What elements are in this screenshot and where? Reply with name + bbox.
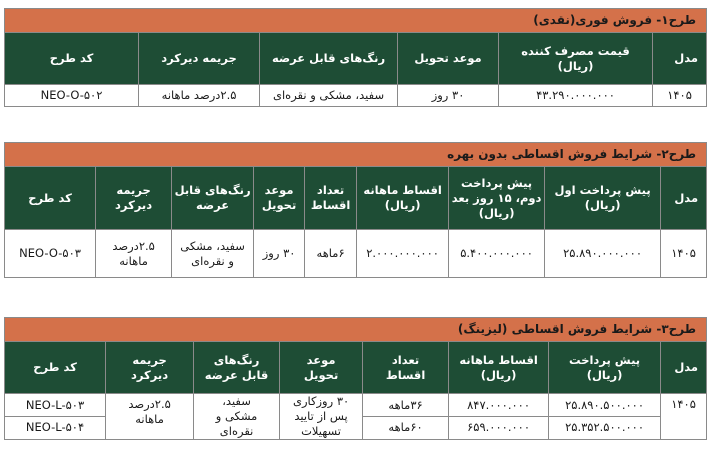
plan3-code-0: NEO-L-۵۰۳ [5,394,106,417]
plan1-delivery: ۳۰ روز [398,85,499,107]
plan2-header-model: مدل [661,167,707,230]
plan2-header-colors: رنگ‌های قابل عرضه [172,167,254,230]
plan1-header-code: کد طرح [5,33,139,85]
plan3-table [4,317,707,440]
plan3-code-1: NEO-L-۵۰۴ [5,417,106,440]
plan2-header-count: تعداد اقساط [305,167,357,230]
plan2-header-penalty: جریمه دیرکرد [96,167,172,230]
plan3-header-monthly: اقساط ماهانه (ریال) [449,342,549,394]
plan3-header-delivery: موعد تحویل [280,342,363,394]
plan1-table [4,8,707,107]
table-row [5,85,707,107]
plan1-code: NEO-O-۵۰۲ [5,85,139,107]
plan1-header-price: قیمت مصرف کننده (ریال) [499,33,653,85]
plan1-title: طرح۱- فروش فوری(نقدی) [5,9,707,33]
plan1-header-model: مدل [653,33,707,85]
plan3-delivery: ۳۰ روزکاری پس از تایید تسهیلات [280,394,363,440]
plan2-delivery: ۳۰ روز [254,230,305,278]
plan2-pay2: ۵.۴۰۰.۰۰۰.۰۰۰ [449,230,545,278]
plan3-monthly-0: ۸۴۷.۰۰۰.۰۰۰ [449,394,549,417]
plan2-count: ۶ماهه [305,230,357,278]
table-row [5,394,707,417]
plan1-colors: سفید، مشکی و نقره‌ای [260,85,398,107]
plan3-header-count: تعداد اقساط [363,342,449,394]
plan3-header-code: کد طرح [5,342,106,394]
plan2-header-pay1: پیش پرداخت اول (ریال) [545,167,661,230]
plan2-code: NEO-O-۵۰۳ [5,230,96,278]
plan1-penalty: ۲.۵درصد ماهانه [139,85,260,107]
plan3-pay-0: ۲۵.۸۹۰.۵۰۰.۰۰۰ [549,394,661,417]
plan2-header-monthly: اقساط ماهانه (ریال) [357,167,449,230]
plan3-header-penalty: جریمه دیرکرد [106,342,194,394]
plan2-header-delivery: موعد تحویل [254,167,305,230]
plan3-count-1: ۶۰ماهه [363,417,449,440]
plan3-header-pay: پیش پرداخت (ریال) [549,342,661,394]
plan3-monthly-1: ۶۵۹.۰۰۰.۰۰۰ [449,417,549,440]
plan1-model: ۱۴۰۵ [653,85,707,107]
plan2-penalty: ۲.۵درصد ماهانه [96,230,172,278]
plan1-price: ۴۳.۲۹۰.۰۰۰.۰۰۰ [499,85,653,107]
plan2-colors: سفید، مشکی و نقره‌ای [172,230,254,278]
plan2-pay1: ۲۵.۸۹۰.۰۰۰.۰۰۰ [545,230,661,278]
plan2-header-code: کد طرح [5,167,96,230]
plan3-count-0: ۳۶ماهه [363,394,449,417]
plan3-pay-1: ۲۵.۳۵۲.۵۰۰.۰۰۰ [549,417,661,440]
plan3-colors: سفید، مشکی و نقره‌ای [194,394,280,440]
plan1-header-delivery: موعد تحویل [398,33,499,85]
plan2-table [4,142,707,278]
plan3-title: طرح۳- شرایط فروش اقساطی (لیزینگ) [5,318,707,342]
plan2-model: ۱۴۰۵ [661,230,707,278]
plan3-header-colors: رنگ‌های قابل عرضه [194,342,280,394]
plan2-header-pay2: پیش پرداخت دوم، ۱۵ روز بعد (ریال) [449,167,545,230]
plan2-monthly: ۲.۰۰۰.۰۰۰.۰۰۰ [357,230,449,278]
plan3-model: ۱۴۰۵ [661,394,707,440]
plan1-header-colors: رنگ‌های قابل عرضه [260,33,398,85]
plan3-header-model: مدل [661,342,707,394]
table-row [5,230,707,278]
plan1-header-penalty: جریمه دیرکرد [139,33,260,85]
plan3-penalty: ۲.۵درصد ماهانه [106,394,194,440]
plan2-title: طرح۲- شرایط فروش اقساطی بدون بهره [5,143,707,167]
